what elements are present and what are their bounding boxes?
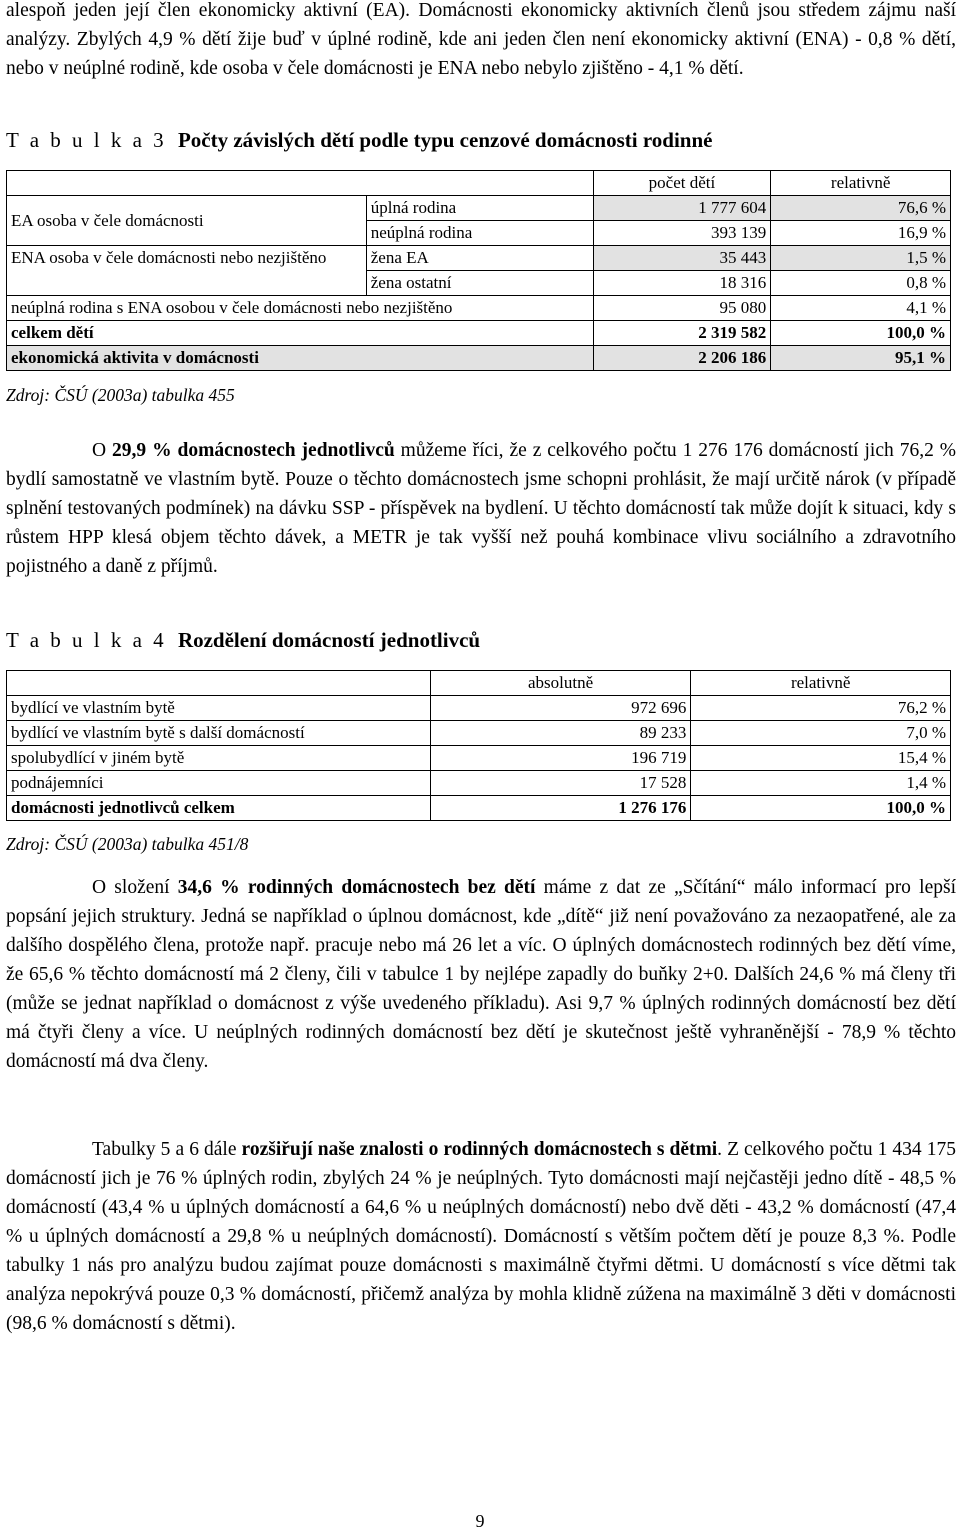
table3-col-count: počet dětí xyxy=(593,171,771,196)
table-row xyxy=(7,771,951,796)
page-number: 9 xyxy=(475,1511,485,1531)
table4-total-rel: 100,0 % xyxy=(691,796,951,821)
table3-col-rel: relativně xyxy=(771,171,951,196)
table3-count: 1 777 604 xyxy=(593,196,771,221)
table4-abs: 89 233 xyxy=(430,721,691,746)
table4-rel: 1,4 % xyxy=(691,771,951,796)
table4-total-label: domácnosti jednotlivců celkem xyxy=(7,796,431,821)
table4-row-label: spolubydlící v jiném bytě xyxy=(7,746,431,771)
table4-header-blank xyxy=(7,671,431,696)
table4-title: Rozdělení domácností jednotlivců xyxy=(177,628,481,652)
table3-header-blank xyxy=(7,171,594,196)
table-row xyxy=(7,196,951,221)
table3-rel: 0,8 % xyxy=(771,271,951,296)
table3-sub-label: žena ostatní xyxy=(366,271,593,296)
table3-heading xyxy=(6,128,712,153)
table-row xyxy=(7,246,951,271)
table3-count: 35 443 xyxy=(593,246,771,271)
table3-rel: 16,9 % xyxy=(771,221,951,246)
table-row xyxy=(7,796,951,821)
table-row xyxy=(7,321,951,346)
table-row xyxy=(7,296,951,321)
table3-row-label: neúplná rodina s ENA osobou v čele domácnosti nebo nezjištěno xyxy=(7,296,594,321)
table3-rel: 1,5 % xyxy=(771,246,951,271)
table3-group-ena xyxy=(7,246,367,296)
table4-abs: 17 528 xyxy=(430,771,691,796)
table3-group-ena-text: ENA osoba v čele domácnosti nebo nezjištěno xyxy=(11,248,327,267)
paragraph-2-text: O 29,9 % domácnostech jednotlivců můžeme říci, že z celkového počtu 1 276 176 domácností jich 76,2 % bydlí samostatně ve vlastním bytě. Pouze o těchto domácnostech jsme schopni prohlásit, že mají určitě nárok (v případě splnění testovaných podmínek) na dávku SSP - příspěvek na bydlení. U těchto domácností tak může dojít k situaci, kdy s růstem HPP klesá objem těchto dávek, a METR je tak vyšší než pouhá kombinace vlivu sociálního a zdravotního pojistného a daně z příjmů. xyxy=(6,440,956,577)
table4-label: T a b u l k a 4 xyxy=(6,628,167,652)
table3-rel: 4,1 % xyxy=(771,296,951,321)
table3-econ-count: 2 206 186 xyxy=(593,346,771,371)
table4-heading xyxy=(6,628,480,653)
paragraph-3 xyxy=(6,873,956,1076)
table3-count: 95 080 xyxy=(593,296,771,321)
table-row xyxy=(7,346,951,371)
table4-rel: 15,4 % xyxy=(691,746,951,771)
table3-label: T a b u l k a 3 xyxy=(6,128,167,152)
table3 xyxy=(6,170,951,371)
table4-total-abs: 1 276 176 xyxy=(430,796,691,821)
table3-sub-label: neúplná rodina xyxy=(366,221,593,246)
table3-group-ea: EA osoba v čele domácnosti xyxy=(7,196,367,246)
table4-row-label: bydlící ve vlastním bytě xyxy=(7,696,431,721)
table4 xyxy=(6,670,951,821)
table4-header-row xyxy=(7,671,951,696)
table3-total-count: 2 319 582 xyxy=(593,321,771,346)
intro-text: alespoň jeden její člen ekonomicky aktivní (EA). Domácnosti ekonomicky aktivních členů jsou středem zájmu naší analýzy. Zbylých 4,9 % dětí žije buď v úplné rodině, kde ani jeden člen není ekonomicky aktivní (ENA) - 0,8 % dětí, nebo v neúplné rodině, kde osoba v čele domácnosti je ENA nebo nebylo zjištěno - 4,1 % dětí. xyxy=(6,0,956,79)
table3-title: Počty závislých dětí podle typu cenzové domácnosti rodinné xyxy=(177,128,713,152)
table4-col-rel: relativně xyxy=(691,671,951,696)
paragraph-4-text: Tabulky 5 a 6 dále rozšiřují naše znalosti o rodinných domácnostech s dětmi. Z celkového počtu 1 434 175 domácností jich je 76 % úplných rodin, zbylých 24 % je neúplných. Tyto domácnosti mají nejčastěji jedno dítě - 48,5 % domácností (43,4 % u úplných domácností a 64,6 % u neúplných domácností) nebo dvě děti - 43,2 % domácností (47,4 % u úplných domácností a 29,8 % u neúplných domácností). Domácností s větším počtem dětí je pouze 8,3 %. Podle tabulky 1 nás pro analýzu budou zajímat pouze domácnosti s maximálně čtyřmi dětmi. U domácností s více dětmi tak analýza nepokrývá pouze 0,3 % domácností, přičemž analýza by mohla klidně zúžena na maximálně 3 děti v domácnosti (98,6 % domácností s dětmi). xyxy=(6,1139,956,1334)
paragraph-3-text: O složení 34,6 % rodinných domácnostech bez dětí máme z dat ze „Sčítání“ málo informací pro lepší popsání jejich struktury. Jedná se například o úplnou domácnost, kde „dítě“ již není považováno za nezaopatřené, ale za dalšího dospělého člena, protože např. pracuje nebo má 26 let a víc. O úplných domácnostech rodinných bez dětí víme, že 65,6 % těchto domácností má 2 členy, čili v tabulce 1 by nejlépe zapadly do buňky 2+0. Dalších 24,6 % má členy tři (může se jednat například o domácnost z výše uvedeného příkladu). Asi 9,7 % úplných rodinných domácností bez dětí má čtyři členy a více. U neúplných rodinných domácností bez dětí je skutečnost ještě vyhraněnější - 78,9 % těchto domácností má dva členy. xyxy=(6,877,956,1072)
table4-col-abs: absolutně xyxy=(430,671,691,696)
table3-source: Zdroj: ČSÚ (2003a) tabulka 455 xyxy=(6,385,235,405)
table3-sub-label: úplná rodina xyxy=(366,196,593,221)
table3-econ-rel: 95,1 % xyxy=(771,346,951,371)
table3-econ-label: ekonomická aktivita v domácnosti xyxy=(7,346,594,371)
table4-rel: 7,0 % xyxy=(691,721,951,746)
table3-count: 393 139 xyxy=(593,221,771,246)
table4-abs: 972 696 xyxy=(430,696,691,721)
table3-header-row xyxy=(7,171,951,196)
table3-rel: 76,6 % xyxy=(771,196,951,221)
table4-row-label: podnájemníci xyxy=(7,771,431,796)
table4-abs: 196 719 xyxy=(430,746,691,771)
paragraph-4 xyxy=(6,1135,956,1338)
table3-total-label: celkem dětí xyxy=(7,321,594,346)
table4-source: Zdroj: ČSÚ (2003a) tabulka 451/8 xyxy=(6,834,249,854)
table-row xyxy=(7,696,951,721)
intro-paragraph xyxy=(6,0,956,83)
table4-rel: 76,2 % xyxy=(691,696,951,721)
paragraph-2 xyxy=(6,436,956,581)
table-row xyxy=(7,721,951,746)
table4-row-label: bydlící ve vlastním bytě s další domácností xyxy=(7,721,431,746)
table-row xyxy=(7,746,951,771)
table3-count: 18 316 xyxy=(593,271,771,296)
table3-sub-label: žena EA xyxy=(366,246,593,271)
table3-total-rel: 100,0 % xyxy=(771,321,951,346)
